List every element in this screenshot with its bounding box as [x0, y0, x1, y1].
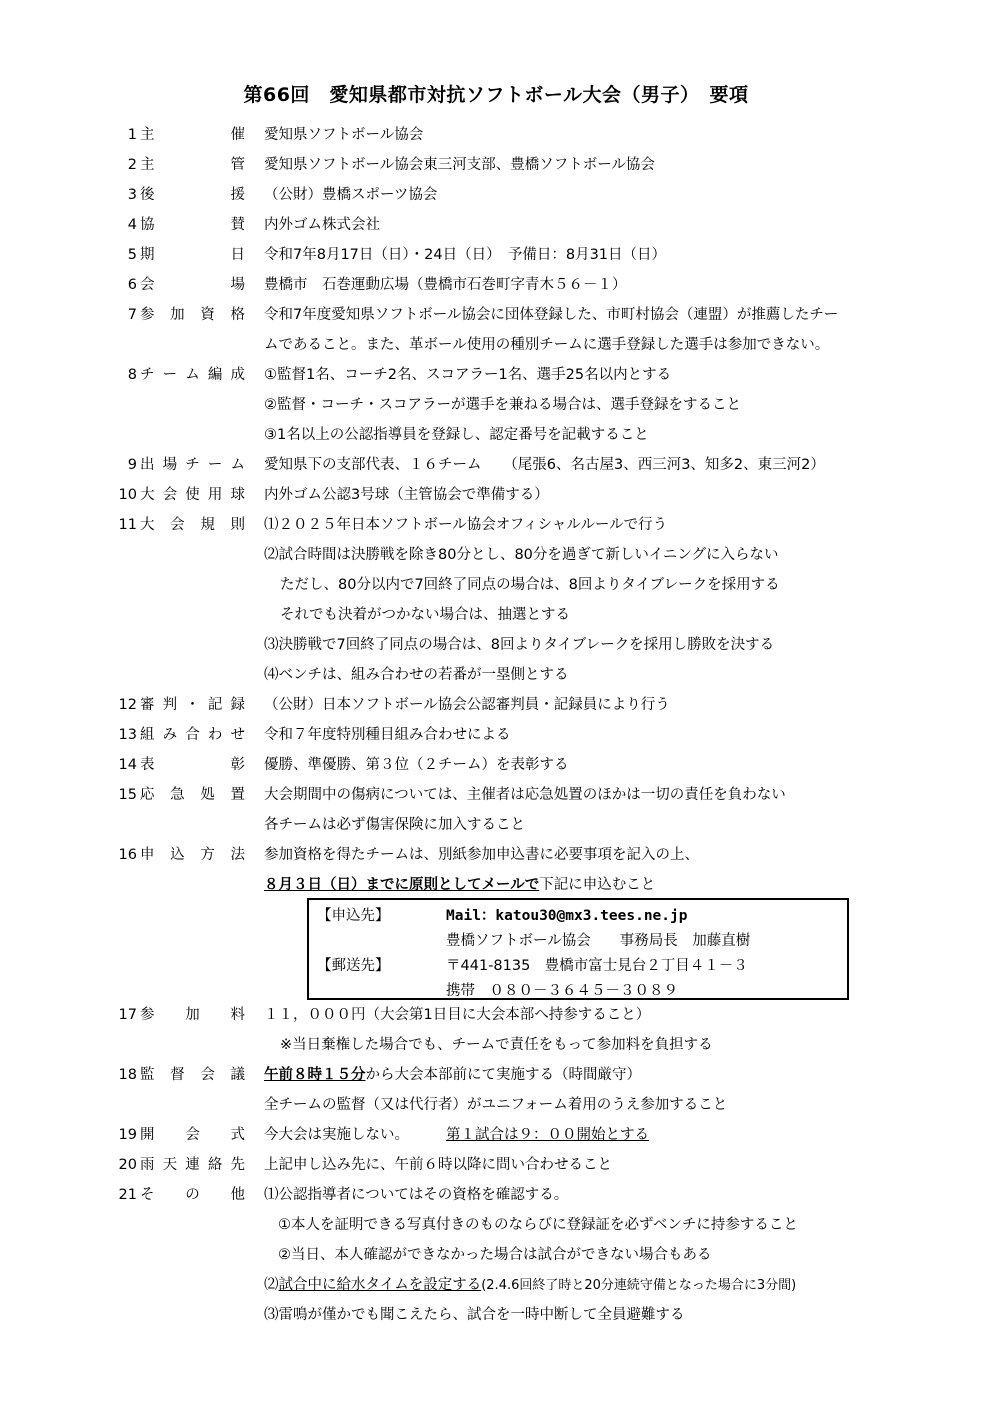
item-16: [0, 840, 992, 870]
item-text: 愛知県ソフトボール協会: [264, 127, 424, 143]
contact-org: 豊橋ソフトボール協会 事務局長 加藤直樹: [446, 933, 751, 949]
item-21-water: [0, 1270, 992, 1300]
item-label: 会 場: [140, 277, 245, 293]
contact-phone: 携帯 ０８０－３６４５－３０８９: [446, 983, 678, 999]
contact-box: [307, 898, 849, 1000]
item-21-cont: [0, 1240, 992, 1270]
item-8-cont: [0, 390, 992, 420]
item-number: 19: [118, 1127, 137, 1143]
item-label: 開 会 式: [140, 1127, 245, 1143]
item-4: [0, 210, 992, 240]
item-text: ⑶雷鳴が僅かでも聞こえたら、試合を一時中断して全員避難する: [264, 1307, 685, 1323]
item-label: そ の 他: [140, 1187, 245, 1203]
item-3: [0, 180, 992, 210]
item-number: 2: [127, 157, 137, 173]
item-label: 後 援: [140, 187, 245, 203]
first-game-time: 第１試合は９：００開始とする: [446, 1127, 649, 1143]
item-11-cont: [0, 540, 992, 570]
item-9: [0, 450, 992, 480]
item-text: 全チームの監督（又は代行者）がユニフォーム着用のうえ参加すること: [264, 1097, 728, 1113]
item-number: 16: [118, 847, 137, 863]
post-label: 【郵送先】: [317, 958, 390, 974]
item-11-cont: [0, 570, 992, 600]
item-17-cont: [0, 1030, 992, 1060]
water-break-note: 試合中に給水タイムを設定する: [278, 1277, 482, 1293]
item-text: 優勝、準優勝、第３位（２チーム）を表彰する: [264, 757, 569, 773]
deadline-rest: 下記に申込むこと: [539, 877, 656, 893]
item-text: ②監督・コーチ・スコアラーが選手を兼ねる場合は、選手登録をすること: [264, 397, 741, 413]
item-6: [0, 270, 992, 300]
item-7-cont: [0, 330, 992, 360]
item-number: 20: [118, 1157, 137, 1173]
item-label: 大 会 使 用 球: [140, 487, 245, 503]
water-prefix: ⑵: [264, 1277, 279, 1293]
item-number: 13: [118, 727, 137, 743]
item-number: 3: [127, 187, 137, 203]
item-5: [0, 240, 992, 270]
item-2: [0, 150, 992, 180]
item-label: チ ー ム 編 成: [140, 367, 245, 383]
item-14: [0, 750, 992, 780]
item-label: 雨 天 連 絡 先: [140, 1157, 245, 1173]
item-label: 申 込 方 法: [140, 847, 245, 863]
item-label: 組 み 合 わ せ: [140, 727, 245, 743]
item-11-cont: [0, 600, 992, 630]
item-15: [0, 780, 992, 810]
item-text: 内外ゴム株式会社: [264, 217, 380, 233]
item-text: ①監督1名、コーチ2名、スコアラー1名、選手25名以内とする: [264, 367, 672, 383]
item-18-cont: [0, 1090, 992, 1120]
item-8: [0, 360, 992, 390]
item-text: ⑴２０２５年日本ソフトボール協会オフィシャルルールで行う: [264, 517, 668, 533]
item-number: 9: [127, 457, 137, 473]
item-text: （公財）日本ソフトボール協会公認審判員・記録員により行う: [264, 697, 670, 713]
item-text: ⑴公認指導者についてはその資格を確認する。: [264, 1187, 569, 1203]
item-number: 8: [127, 367, 137, 383]
item-text: ただし、80分以内で7回終了同点の場合は、8回よりタイブレークを採用する: [280, 577, 780, 593]
item-text: １１，０００円（大会第1日目に大会本部へ持参すること）: [264, 1007, 651, 1023]
item-17: [0, 1000, 992, 1030]
item-text: ⑵試合時間は決勝戦を除き80分とし、80分を過ぎて新しいイニングに入らない: [264, 547, 779, 563]
item-number: 10: [118, 487, 137, 503]
item-text: ⑶決勝戦で7回終了同点の場合は、8回よりタイブレークを採用し勝敗を決する: [264, 637, 775, 653]
item-number: 18: [118, 1067, 137, 1083]
item-12: [0, 690, 992, 720]
item-text: 内外ゴム公認3号球（主管協会で準備する）: [264, 487, 549, 503]
item-number: 6: [127, 277, 137, 293]
item-text: 豊橋市 石巻運動広場（豊橋市石巻町字青木５６－１）: [264, 277, 627, 293]
item-number: 11: [118, 517, 137, 533]
item-text: 上記申し込み先に、午前６時以降に問い合わせること: [264, 1157, 612, 1173]
item-10: [0, 480, 992, 510]
contact-mail: Mail：katou30@mx3.tees.ne.jp: [446, 908, 688, 924]
item-text: ムであること。また、革ボール使用の種別チームに選手登録した選手は参加できない。: [264, 337, 830, 353]
item-text: 愛知県下の支部代表、１６チーム （尾張6、名古屋3、西三河3、知多2、東三河2）: [264, 457, 825, 473]
item-label: 協 賛: [140, 217, 245, 233]
item-number: 21: [118, 1187, 137, 1203]
item-19: [0, 1120, 992, 1150]
item-number: 1: [127, 127, 137, 143]
item-text: 令和７年度特別種目組み合わせによる: [264, 727, 511, 743]
item-label: 主 管: [140, 157, 245, 173]
item-text: 各チームは必ず傷害保険に加入すること: [264, 817, 525, 833]
item-15-cont: [0, 810, 992, 840]
item-21: [0, 1180, 992, 1210]
item-7: [0, 300, 992, 330]
item-text: 令和7年度愛知県ソフトボール協会に団体登録した、市町村協会（連盟）が推薦したチー: [264, 307, 839, 323]
item-number: 7: [127, 307, 137, 323]
item-label: 大 会 規 則: [140, 517, 245, 533]
meeting-time: 午前８時１５分: [264, 1067, 366, 1083]
item-label: 審 判 ・ 記 録: [140, 697, 245, 713]
item-11-cont: [0, 630, 992, 660]
item-number: 12: [118, 697, 137, 713]
item-11-cont: [0, 660, 992, 690]
item-1: [0, 120, 992, 150]
item-13: [0, 720, 992, 750]
item-label: 出 場 チ ー ム: [140, 457, 245, 473]
item-21-cont: [0, 1300, 992, 1330]
item-text: 大会期間中の傷病については、主催者は応急処置のほかは一切の責任を負わない: [264, 787, 786, 803]
item-number: 17: [118, 1007, 137, 1023]
item-text: ②当日、本人確認ができなかった場合は試合ができない場合もある: [278, 1247, 712, 1263]
contact-address: 〒441-8135 豊橋市富士見台２丁目４１－３: [446, 958, 748, 974]
item-text: ⑷ベンチは、組み合わせの若番が一塁側とする: [264, 667, 569, 683]
item-text: それでも決着がつかない場合は、抽選とする: [280, 607, 570, 623]
item-number: 5: [127, 247, 137, 263]
page-title: 第66回 愛知県都市対抗ソフトボール大会（男子） 要項: [243, 84, 749, 106]
item-20: [0, 1150, 992, 1180]
item-text: 今大会は実施しない。: [264, 1127, 409, 1143]
item-text: 令和7年8月17日（日）・24日（日） 予備日：8月31日（日）: [264, 247, 667, 263]
item-number: 4: [127, 217, 137, 233]
deadline-emphasis: ８月３日（日）までに原則としてメールで: [264, 877, 540, 893]
item-label: 期 日: [140, 247, 245, 263]
item-18: [0, 1060, 992, 1090]
item-text: ①本人を証明できる写真付きのものならびに登録証を必ずベンチに持参すること: [278, 1217, 798, 1233]
item-16-deadline: [0, 870, 992, 900]
item-text: ③1名以上の公認指導員を登録し、認定番号を記載すること: [264, 427, 649, 443]
item-text: 愛知県ソフトボール協会東三河支部、豊橋ソフトボール協会: [264, 157, 655, 173]
item-label: 参 加 料: [140, 1007, 245, 1023]
item-21-cont: [0, 1210, 992, 1240]
item-label: 応 急 処 置: [140, 787, 245, 803]
item-label: 監 督 会 議: [140, 1067, 245, 1083]
item-number: 14: [118, 757, 137, 773]
item-number: 15: [118, 787, 137, 803]
apply-label: 【申込先】: [317, 908, 390, 924]
item-label: 主 催: [140, 127, 245, 143]
water-break-detail: (2.4.6回終了時と20分連続守備となった場合に3分間): [481, 1278, 797, 1293]
meeting-time-rest: から大会本部前にて実施する（時間厳守）: [365, 1067, 641, 1083]
item-11: [0, 510, 992, 540]
item-text: 参加資格を得たチームは、別紙参加申込書に必要事項を記入の上、: [264, 847, 699, 863]
item-text: （公財）豊橋スポーツ協会: [264, 187, 438, 203]
item-label: 参 加 資 格: [140, 307, 245, 323]
item-text: ※当日棄権した場合でも、チームで責任をもって参加料を負担する: [280, 1037, 713, 1053]
item-8-cont: [0, 420, 992, 450]
item-label: 表 彰: [140, 757, 245, 773]
